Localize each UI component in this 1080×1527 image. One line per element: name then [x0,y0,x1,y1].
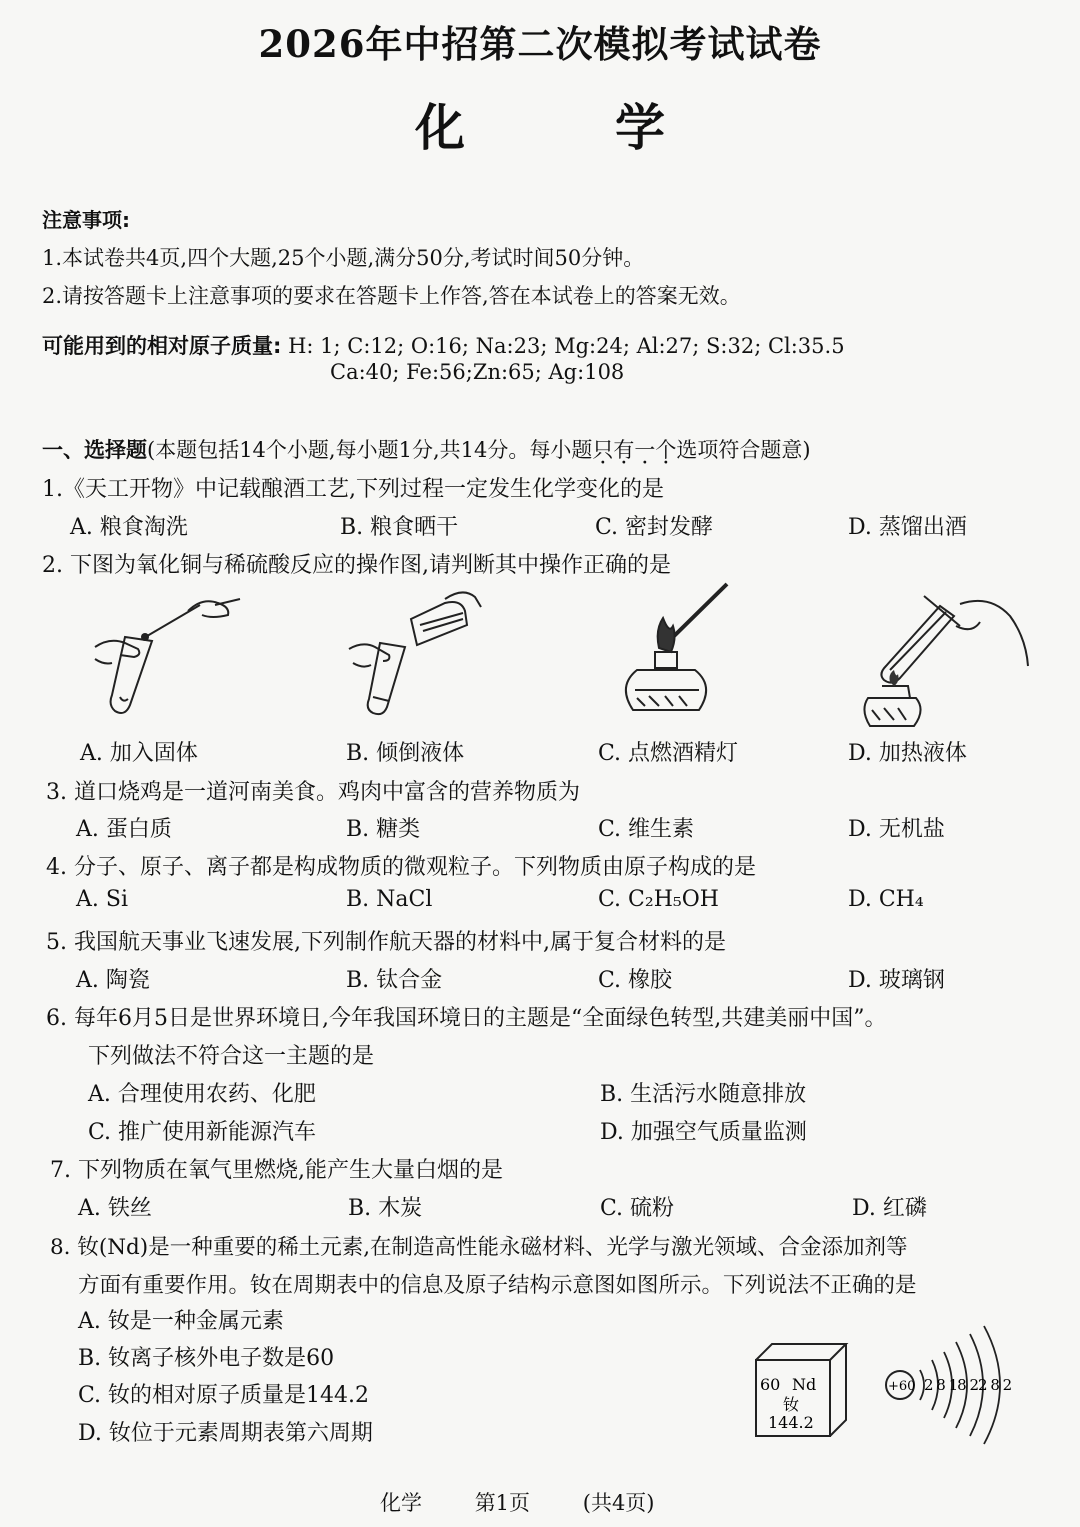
heat-liquid-illustration [860,586,1030,731]
q2-option-b: B. 倾倒液体 [346,741,465,766]
element-symbol: Nd [792,1375,817,1394]
q1-option-a: A. 粮食淘洗 [70,515,188,540]
element-name: 钕 [783,1395,800,1414]
question-2-stem: 2. 下图为氧化铜与稀硫酸反应的操作图,请判断其中操作正确的是 [42,553,671,578]
question-7-stem: 7. 下列物质在氧气里燃烧,能产生大量白烟的是 [50,1158,503,1183]
emphasis-char: 一 [634,438,656,462]
section-desc-suffix: 选项符合题意) [676,438,811,462]
section-desc-prefix: (本题包括14个小题,每小题1分,共14分。每小题 [147,438,593,462]
element-number: 60 [760,1375,781,1394]
q5-option-b: B. 钛合金 [346,968,443,993]
q7-option-c: C. 硫粉 [600,1196,675,1221]
note-item-2: 2.请按答题卡上注意事项的要求在答题卡上作答,答在本试卷上的答案无效。 [42,284,741,308]
emphasis-char: 个 [655,438,677,462]
pour-liquid-illustration [345,585,495,725]
section-desc-emph [592,438,676,462]
footer-page-number: 第1页 [474,1491,531,1515]
subject-title: 化学 [415,98,815,157]
q3-option-c: C. 维生素 [598,817,695,842]
atomic-mass-values-2: Ca:40; Fe:56;Zn:65; Ag:108 [330,360,625,384]
q1-option-b: B. 粮食晒干 [340,515,459,540]
atom-electrons-label: 2 8 18 22 8 2 [924,1376,1012,1394]
q6-option-c: C. 推广使用新能源汽车 [88,1120,317,1145]
q4-option-c: C. C₂H₅OH [598,887,719,912]
q1-option-d: D. 蒸馏出酒 [848,515,967,540]
section-header [42,434,811,464]
footer-subject: 化学 [380,1491,422,1515]
alcohol-lamp-illustration [615,578,745,728]
q6-option-b: B. 生活污水随意排放 [600,1082,807,1107]
element-card [752,1340,852,1440]
q3-option-d: D. 无机盐 [848,817,945,842]
question-6-stem-2: 下列做法不符合这一主题的是 [88,1044,375,1069]
note-item-1: 1.本试卷共4页,四个大题,25个小题,满分50分,考试时间50分钟。 [42,246,645,270]
q8-option-c: C. 钕的相对原子质量是144.2 [78,1383,370,1408]
question-8-stem-2: 方面有重要作用。钕在周期表中的信息及原子结构示意图如图所示。下列说法不正确的是 [78,1273,917,1298]
exam-title: 2026年中招第二次模拟考试试卷 [258,22,822,66]
q1-option-c: C. 密封发酵 [595,515,714,540]
question-6-stem: 6. 每年6月5日是世界环境日,今年我国环境日的主题是“全面绿色转型,共建美丽中国”。 [46,1006,887,1031]
atomic-mass-line1 [42,330,845,360]
q2-option-d: D. 加热液体 [848,741,967,766]
q4-option-a: A. Si [76,887,128,912]
q4-option-d: D. CH₄ [848,887,924,912]
q2-option-c: C. 点燃酒精灯 [598,741,739,766]
element-mass: 144.2 [768,1413,814,1432]
atomic-mass-values-1: H: 1; C:12; O:16; Na:23; Mg:24; Al:27; S:32; Cl:35.5 [288,334,845,358]
q3-option-a: A. 蛋白质 [76,817,172,842]
emphasis-char: 有 [613,438,635,462]
q6-option-d: D. 加强空气质量监测 [600,1120,807,1145]
atom-structure-diagram [880,1322,1030,1452]
atomic-mass-label: 可能用到的相对原子质量: [42,334,282,358]
q2-option-a: A. 加入固体 [80,741,198,766]
q6-option-a: A. 合理使用农药、化肥 [88,1082,316,1107]
q5-option-c: C. 橡胶 [598,968,673,993]
q5-option-a: A. 陶瓷 [76,968,150,993]
add-solid-illustration [90,585,250,725]
footer-total-pages: (共4页) [582,1491,655,1515]
question-1-stem: 1.《天工开物》中记载酿酒工艺,下列过程一定发生化学变化的是 [42,477,664,502]
emphasis-char: 只 [592,438,614,462]
question-8-stem: 8. 钕(Nd)是一种重要的稀土元素,在制造高性能永磁材料、光学与激光领域、合金添加剂等 [50,1235,908,1260]
page-footer [380,1487,701,1517]
q3-option-b: B. 糖类 [346,817,421,842]
question-4-stem: 4. 分子、原子、离子都是构成物质的微观粒子。下列物质由原子构成的是 [46,855,756,880]
question-5-stem: 5. 我国航天事业飞速发展,下列制作航天器的材料中,属于复合材料的是 [46,930,726,955]
q7-option-b: B. 木炭 [348,1196,423,1221]
q8-option-b: B. 钕离子核外电子数是60 [78,1346,335,1371]
q4-option-b: B. NaCl [346,887,433,912]
q8-option-d: D. 钕位于元素周期表第六周期 [78,1421,373,1446]
notes-heading: 注意事项: [42,208,130,232]
q8-option-a: A. 钕是一种金属元素 [78,1309,284,1334]
section-title: 一、选择题 [42,438,147,462]
q7-option-d: D. 红磷 [852,1196,927,1221]
question-3-stem: 3. 道口烧鸡是一道河南美食。鸡肉中富含的营养物质为 [46,780,580,805]
q5-option-d: D. 玻璃钢 [848,968,945,993]
atom-nucleus-label: +60 [888,1379,916,1394]
q7-option-a: A. 铁丝 [78,1196,152,1221]
